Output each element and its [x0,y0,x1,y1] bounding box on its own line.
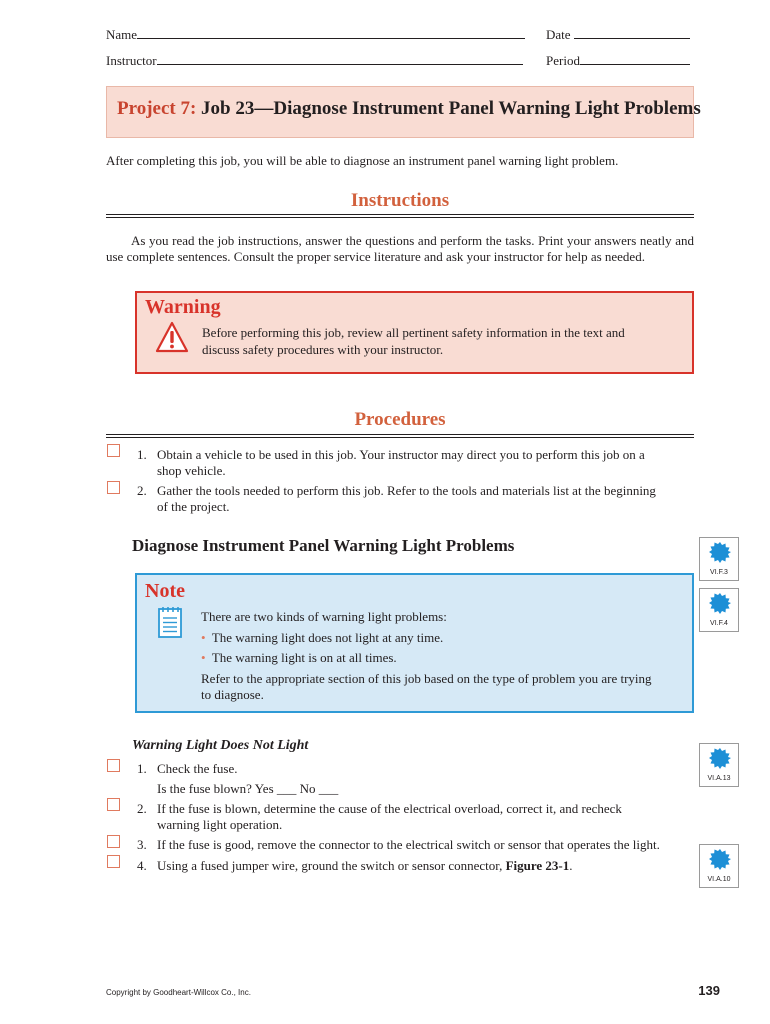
instructions-heading: Instructions [350,190,450,211]
standard-badge [699,588,739,632]
date-label: Date [546,27,571,42]
step-number: 2. [137,483,147,498]
badge-label: VI.F.4 [710,620,728,627]
sub-step-2-checkbox[interactable] [107,798,120,811]
period-field[interactable] [546,52,690,69]
step-1-checkbox[interactable] [107,444,120,457]
note-outro-line: Refer to the appropriate section of this job based on the type of problem you are trying [201,670,652,686]
gear-seal-icon [709,541,731,563]
bullet-text: The warning light does not light at any time. [211,629,444,645]
step-text [157,761,338,797]
page-title [117,98,701,120]
step-number: 1. [137,447,147,462]
title-band [106,86,701,138]
sub-step-4-checkbox[interactable] [107,855,120,868]
warning-triangle-icon [155,321,189,353]
note-box [135,573,694,713]
warning-box [135,291,694,374]
step-2-checkbox[interactable] [107,481,120,494]
section-heading: Diagnose Instrument Panel Warning Light Problems [132,536,515,555]
step-line: Obtain a vehicle to be used in this job. Your instructor may direct you to perform this job on a [157,447,645,462]
instructor-field[interactable] [106,52,523,69]
note-outro-line: to diagnose. [201,687,264,702]
period-label: Period [546,53,580,68]
note-bullet-2 [201,648,681,669]
name-line[interactable] [137,26,525,39]
bullet-icon: • [201,629,206,645]
step-line: Check the fuse. [157,761,238,776]
job-title: Job 23—Diagnose Instrument Panel Warning Light Problems [201,98,701,119]
step-number: 1. [137,761,147,776]
step-number: 4. [137,858,147,873]
note-text [201,607,681,704]
step-line: warning light operation. [157,817,283,832]
project-label: Project 7: [117,98,197,119]
standard-badge [699,743,739,787]
name-label: Name [106,27,138,42]
step-line: If the fuse is blown, determine the cause of the electrical overload, correct it, and recheck [157,801,622,816]
gear-seal-icon [709,848,731,870]
note-bullet-1 [201,628,681,649]
page-number: 139 [698,983,720,998]
step-number: 2. [137,801,147,816]
step-text [157,447,645,479]
step-end: . [569,858,573,873]
sub-step-1-checkbox[interactable] [107,759,120,772]
step-text [157,483,656,515]
badge-label: VI.A.13 [707,775,731,782]
warning-line-1: Before performing this job, review all pertinent safety information in the text and [202,325,625,340]
warning-heading: Warning [145,296,221,318]
step-line: Gather the tools needed to perform this job. Refer to the tools and materials list at the beginning [157,483,656,498]
standard-badge [699,844,739,888]
warning-line-2: discuss safety procedures with your instructor. [202,341,444,357]
fuse-question[interactable]: Is the fuse blown? Yes ___ No ___ [157,781,339,796]
instructions-rule-bottom [106,217,694,218]
intro-text: After completing this job, you will be able to diagnose an instrument panel warning light problem. [106,153,619,168]
bullet-text: The warning light is on at all times. [211,650,397,665]
note-intro: There are two kinds of warning light problems: [201,609,447,624]
step-line: shop vehicle. [157,463,226,478]
figure-reference[interactable]: Figure 23-1 [505,858,570,873]
step-line: of the project. [157,499,230,514]
note-heading: Note [145,580,185,602]
gear-seal-icon [709,747,731,769]
procedures-heading: Procedures [354,409,446,430]
standard-badge [699,537,739,581]
warning-text [202,325,682,358]
period-line[interactable] [580,52,690,65]
badge-label: VI.F.3 [710,569,728,576]
note-outro [201,671,681,704]
date-line[interactable] [574,26,690,39]
bullet-icon: • [201,650,206,665]
step-text [157,801,622,833]
gear-seal-icon [709,592,731,614]
step-number: 3. [137,837,147,852]
sub-step-3-checkbox[interactable] [107,835,120,848]
subsection-heading: Warning Light Does Not Light [132,738,309,753]
instructor-line[interactable] [157,52,523,65]
instructions-text: As you read the job instructions, answer the questions and perform the tasks. Print your answers neatly and use complete sentences. Consult the proper service literature and ask your instructor for help as needed. [106,233,694,264]
copyright-text: Copyright by Goodheart-Willcox Co., Inc. [106,988,251,997]
note-pad-icon [157,605,183,639]
step-text: If the fuse is good, remove the connector to the electrical switch or sensor that operates the light. [157,837,660,852]
instructions-rule-top [106,214,694,215]
procedures-rule-bottom [106,437,694,438]
badge-label: VI.A.10 [707,876,731,883]
step-text [157,858,573,874]
instructor-label: Instructor [106,53,157,68]
name-field[interactable] [106,26,525,43]
date-field[interactable] [546,26,690,43]
procedures-rule-top [106,434,694,435]
step-line: Using a fused jumper wire, ground the switch or sensor connector, [157,858,506,873]
